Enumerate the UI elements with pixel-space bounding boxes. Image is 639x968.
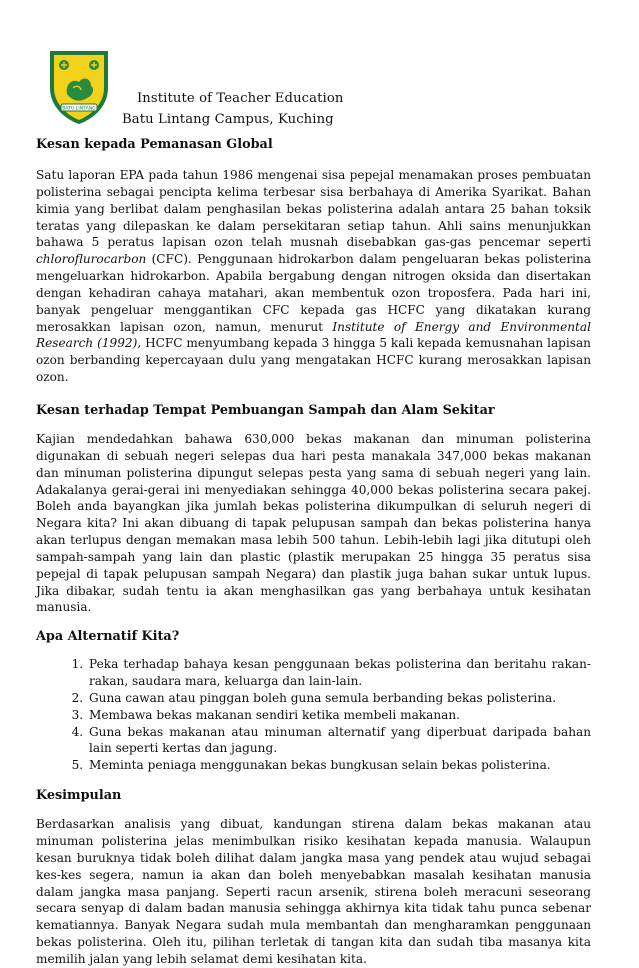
institute-crest-logo <box>47 48 111 126</box>
svg-text:BATU LINTANG: BATU LINTANG <box>62 106 96 112</box>
institution-name: Institute of Teacher Education <box>137 91 344 106</box>
section-heading: Apa Alternatif Kita? <box>36 629 180 645</box>
section-global-warming <box>36 137 591 386</box>
list-item: 5. Meminta peniaga menggunakan bekas bungkusan selain bekas polisterina. <box>87 757 591 774</box>
list-item: 1. Peka terhadap bahaya kesan penggunaan bekas polisterina dan beritahu rakan-rakan, saudara mara, keluarga dan lain-lain. <box>87 656 591 690</box>
section-paragraph: Berdasarkan analisis yang dibuat, kandungan stirena dalam bekas makanan atau minuman polisterina jelas menimbulkan risiko kesihatan kepada manusia. Walaupun kesan buruknya tidak boleh dilihat dalam jangka masa yang pendek atau wujud sebagai kes-kes segera, namun ia akan dan boleh menyebabkan masalah kesihatan manusia dalam jangka masa panjang. Seperti racun arsenik, stirena boleh meracuni seseorang secara senyap di dalam badan manusia sehingga akhirnya kita tidak tahu punca sebenar kematiannya. Banyak Negara sudah mula membantah dan mengharamkan penggunaan bekas polisterina. Oleh itu, pilihan terletak di tangan kita dan sudah tiba masanya kita memilih jalan yang lebih selamat demi kesihatan kita. <box>36 817 591 966</box>
section-alternatives <box>36 629 591 774</box>
letterhead <box>47 48 467 128</box>
alternatives-list <box>36 656 591 774</box>
section-heading: Kesan kepada Pemanasan Global <box>36 137 273 152</box>
section-heading: Kesan terhadap Tempat Pembuangan Sampah dan Alam Sekitar <box>36 402 495 418</box>
article-body <box>36 137 591 968</box>
campus-name: Batu Lintang Campus, Kuching <box>122 112 334 127</box>
section-paragraph: Satu laporan EPA pada tahun 1986 mengenai sisa pepejal menamakan proses pembuatan polisterina sebagai pencipta kelima terbesar sisa berbahaya di Amerika Syarikat. Bahan kimia yang berlibat dalam penghasilan bekas polisterina adalah antara 25 bahan toksik teratas yang dilepaskan ke dalam persekitaran setiap tahun. Ahli sains menunjukkan bahawa 5 peratus lapisan ozon telah musnah disebabkan gas-gas pencemar seperti chloroflurocarbon (CFC). Penggunaan hidrokarbon dalam pengeluaran bekas polisterina mengeluarkan hidrokarbon. Apabila bergabung dengan nitrogen oksida dan disertakan dengan kehadiran cahaya matahari, akan membentuk ozon troposfera. Pada hari ini, banyak pengeluar menggantikan CFC kepada gas HCFC yang dikatakan kurang merosakkan lapisan ozon, namun, menurut Institute of Energy and Environmental Research (1992), HCFC menyumbang kepada 3 hingga 5 kali kepada kemusnahan lapisan ozon berbanding kepercayaan dulu yang mengatakan HCFC kurang merosakkan lapisan ozon. <box>36 168 591 385</box>
list-item: 3. Membawa bekas makanan sendiri ketika membeli makanan. <box>87 707 591 724</box>
list-item: 4. Guna bekas makanan atau minuman alternatif yang diperbuat daripada bahan lain seperti kertas dan jagung. <box>87 724 591 758</box>
section-landfill <box>36 403 591 616</box>
section-conclusion <box>36 788 591 968</box>
section-paragraph: Kajian mendedahkan bahawa 630,000 bekas makanan dan minuman polisterina digunakan di sebuah negeri selepas dua hari pesta manakala 347,000 bekas makanan dan minuman polisterina dipungut selepas pesta yang sama di sebuah negeri yang lain. Adakalanya gerai-gerai ini menyediakan sehingga 40,000 bekas polisterina secara pakej. Boleh anda bayangkan jika jumlah bekas polisterina dikumpulkan di seluruh negeri di Negara kita? Ini akan dibuang di tapak pelupusan sampah dan bekas polisterina hanya akan terlupus dengan memakan masa lebih 500 tahun. Lebih-lebih lagi jika ditutupi oleh sampah-sampah yang lain dan plastic (plastik merupakan 25 hingga 35 peratus sisa pepejal di tapak pelupusan sampah Negara) dan plastik juga bahan sukar untuk lupus. Jika dibakar, sudah tentu ia akan menghasilkan gas yang berbahaya untuk kesihatan manusia. <box>36 431 591 615</box>
section-heading: Kesimpulan <box>36 788 122 804</box>
list-item: 2. Guna cawan atau pinggan boleh guna semula berbanding bekas polisterina. <box>87 690 591 707</box>
